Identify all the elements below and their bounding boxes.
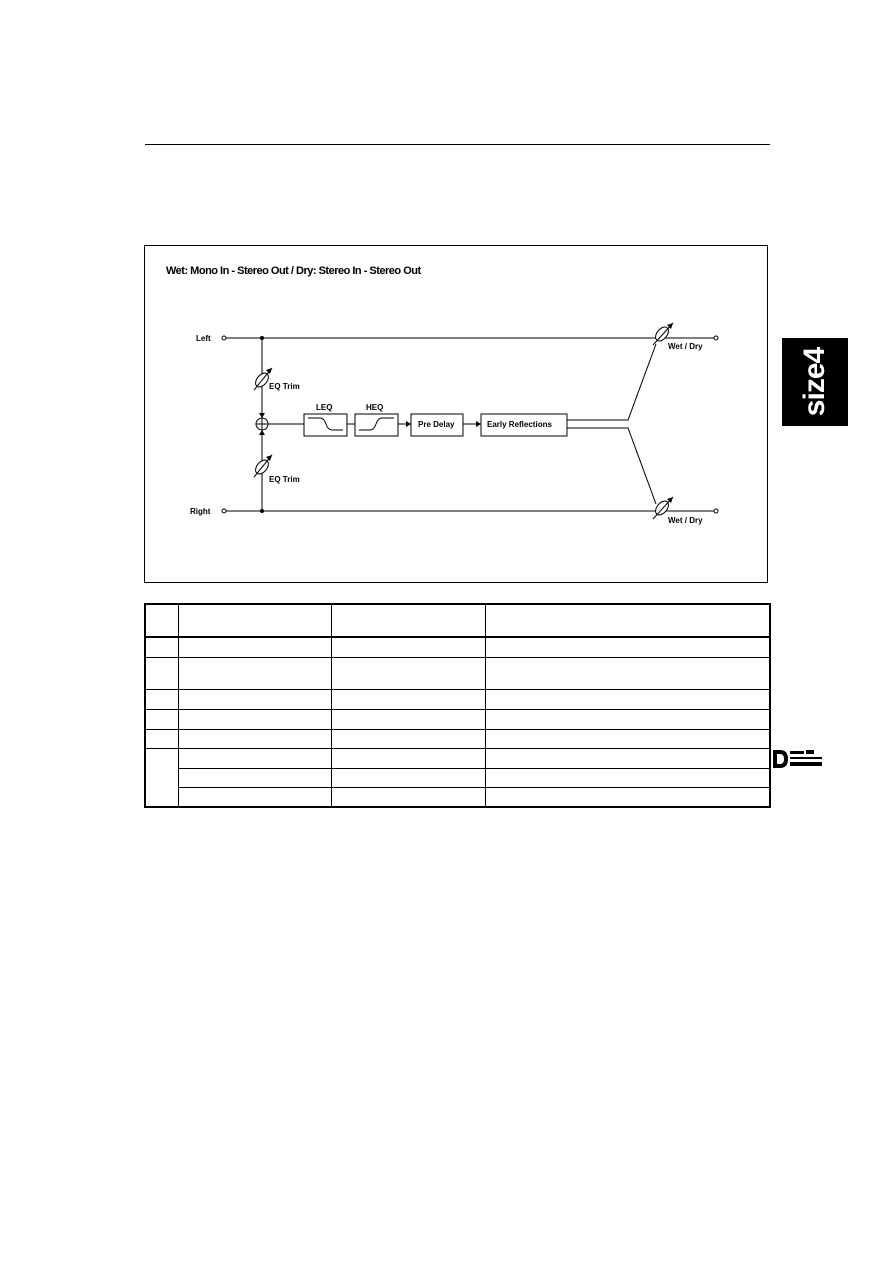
table-cell	[485, 709, 770, 729]
table-cell	[331, 748, 485, 768]
table-cell	[331, 604, 485, 637]
table-cell	[178, 637, 331, 657]
eq-trim-bottom-icon	[253, 455, 272, 477]
right-input-terminal	[222, 509, 226, 513]
table-cell	[145, 637, 178, 657]
leq-block	[304, 414, 347, 436]
table-cell	[178, 748, 331, 768]
er-left-out-line	[567, 344, 656, 420]
eq-trim-bottom-label: EQ Trim	[269, 475, 300, 484]
table-row	[145, 768, 770, 787]
right-output-terminal	[714, 509, 718, 513]
table-row	[145, 748, 770, 768]
mixer-sum-icon	[256, 418, 268, 430]
eq-trim-top-label: EQ Trim	[269, 382, 300, 391]
mixer-arrow-top	[259, 413, 265, 418]
table-cell	[331, 729, 485, 748]
table-cell	[178, 689, 331, 709]
right-channel-label: Right	[190, 507, 211, 516]
table-cell	[485, 748, 770, 768]
table-cell	[145, 748, 178, 807]
wet-dry-bottom-label: Wet / Dry	[668, 516, 703, 525]
heq-block	[355, 414, 398, 436]
er-arrow	[476, 421, 481, 427]
table-cell	[485, 768, 770, 787]
table-cell	[331, 689, 485, 709]
parameter-table	[144, 603, 771, 808]
table-cell	[178, 709, 331, 729]
er-right-out-line	[567, 428, 656, 504]
diagram-title: Wet: Mono In - Stereo Out / Dry: Stereo In - Stereo Out	[166, 265, 421, 277]
table-cell	[145, 709, 178, 729]
table-row	[145, 787, 770, 807]
table-cell	[178, 787, 331, 807]
table-cell	[485, 637, 770, 657]
table-cell	[485, 729, 770, 748]
table-cell	[485, 787, 770, 807]
table-cell	[178, 729, 331, 748]
table-cell	[331, 657, 485, 689]
table-cell	[331, 787, 485, 807]
table-cell	[178, 768, 331, 787]
table-cell	[331, 637, 485, 657]
table-cell	[331, 709, 485, 729]
wet-dry-top-label: Wet / Dry	[668, 342, 703, 351]
leq-label: LEQ	[316, 403, 333, 412]
table-row	[145, 637, 770, 657]
table-cell	[485, 689, 770, 709]
d-mod-logo-icon	[772, 748, 824, 770]
table-cell	[178, 604, 331, 637]
side-tab-label: size4	[798, 347, 832, 417]
table-cell	[331, 768, 485, 787]
left-channel-label: Left	[196, 334, 211, 343]
heq-label: HEQ	[366, 403, 384, 412]
predelay-arrow	[406, 421, 411, 427]
table-cell	[485, 657, 770, 689]
table-row	[145, 604, 770, 637]
table-cell	[485, 604, 770, 637]
table-row	[145, 729, 770, 748]
table-cell	[145, 657, 178, 689]
table-row	[145, 689, 770, 709]
table-row	[145, 657, 770, 689]
table-cell	[145, 604, 178, 637]
table-cell	[178, 657, 331, 689]
left-input-terminal	[222, 336, 226, 340]
table-row	[145, 709, 770, 729]
table-cell	[145, 689, 178, 709]
left-output-terminal	[714, 336, 718, 340]
pre-delay-label: Pre Delay	[418, 420, 455, 429]
table-cell	[145, 729, 178, 748]
side-tab	[782, 338, 848, 426]
early-reflections-label: Early Reflections	[487, 420, 552, 429]
mixer-arrow-bottom	[259, 430, 265, 435]
